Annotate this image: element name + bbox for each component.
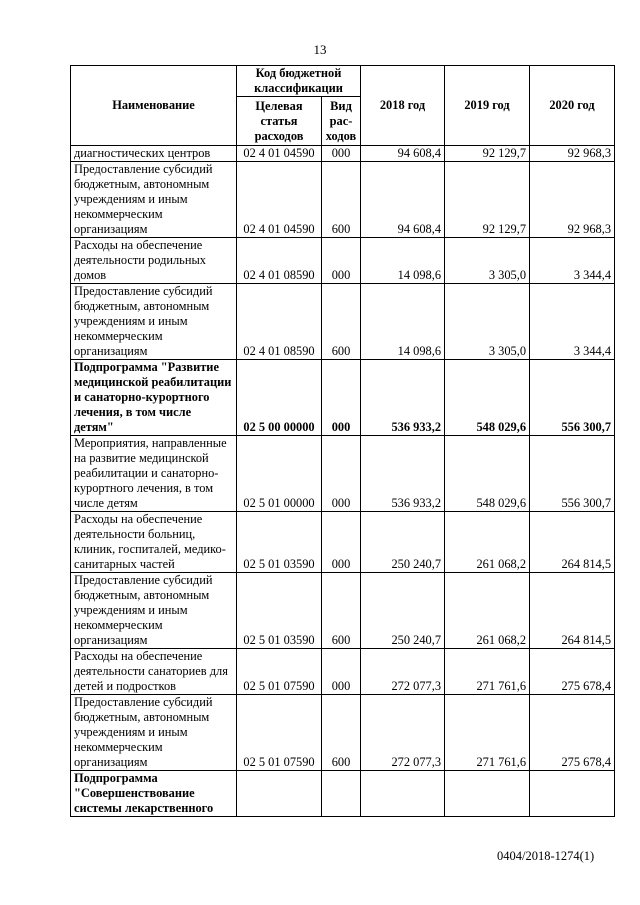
row-name: Предоставление субсидий бюджетным, автономным учреждениям и иным некоммерческим организациям (71, 695, 237, 771)
row-value-2019: 261 068,2 (445, 512, 530, 573)
row-target-code: 02 4 01 04590 (237, 162, 322, 238)
table-row (71, 695, 615, 771)
row-expense-kind: 000 (322, 146, 361, 162)
table-row (71, 573, 615, 649)
row-value-2018: 536 933,2 (361, 436, 445, 512)
row-value-2019: 271 761,6 (445, 695, 530, 771)
row-expense-kind: 600 (322, 284, 361, 360)
row-name: диагностических центров (71, 146, 237, 162)
row-value-2018: 94 608,4 (361, 162, 445, 238)
row-expense-kind (322, 771, 361, 817)
row-target-code: 02 5 01 03590 (237, 573, 322, 649)
row-value-2018: 536 933,2 (361, 360, 445, 436)
header-name: Наименование (71, 66, 237, 146)
row-name: Предоставление субсидий бюджетным, автономным учреждениям и иным некоммерческим организациям (71, 573, 237, 649)
row-name: Мероприятия, направленные на развитие медицинской реабилитации и санаторно-курортного лечения, в том числе детям (71, 436, 237, 512)
page-number: 13 (313, 42, 327, 57)
row-value-2018: 14 098,6 (361, 284, 445, 360)
row-value-2019: 92 129,7 (445, 146, 530, 162)
table-row (71, 512, 615, 573)
table-row (71, 436, 615, 512)
row-target-code: 02 5 01 07590 (237, 649, 322, 695)
row-target-code: 02 4 01 08590 (237, 238, 322, 284)
row-expense-kind: 600 (322, 695, 361, 771)
row-expense-kind: 000 (322, 512, 361, 573)
row-target-code: 02 4 01 04590 (237, 146, 322, 162)
row-name: Предоставление субсидий бюджетным, автономным учреждениям и иным некоммерческим организациям (71, 162, 237, 238)
row-value-2019: 3 305,0 (445, 284, 530, 360)
row-value-2019: 3 305,0 (445, 238, 530, 284)
row-name: Расходы на обеспечение деятельности родильных домов (71, 238, 237, 284)
row-expense-kind: 000 (322, 238, 361, 284)
row-value-2019: 271 761,6 (445, 649, 530, 695)
header-2020: 2020 год (530, 66, 615, 146)
row-value-2020: 556 300,7 (530, 436, 615, 512)
row-expense-kind: 600 (322, 162, 361, 238)
row-value-2018: 272 077,3 (361, 695, 445, 771)
row-name: Подпрограмма "Развитие медицинской реабилитации и санаторно-курортного лечения, в том числе детям" (71, 360, 237, 436)
row-value-2020: 92 968,3 (530, 162, 615, 238)
row-name: Предоставление субсидий бюджетным, автономным учреждениям и иным некоммерческим организациям (71, 284, 237, 360)
row-value-2020: 264 814,5 (530, 512, 615, 573)
row-value-2018: 94 608,4 (361, 146, 445, 162)
row-value-2019: 92 129,7 (445, 162, 530, 238)
row-expense-kind: 600 (322, 573, 361, 649)
row-value-2020 (530, 771, 615, 817)
row-target-code: 02 5 01 00000 (237, 436, 322, 512)
row-expense-kind: 000 (322, 649, 361, 695)
row-target-code (237, 771, 322, 817)
header-expense-kind: Вид рас-ходов (322, 97, 361, 146)
row-value-2020: 556 300,7 (530, 360, 615, 436)
row-value-2018 (361, 771, 445, 817)
budget-table (70, 65, 615, 817)
table-row (71, 146, 615, 162)
row-value-2020: 3 344,4 (530, 238, 615, 284)
row-value-2020: 264 814,5 (530, 573, 615, 649)
row-value-2019: 548 029,6 (445, 436, 530, 512)
row-value-2019: 261 068,2 (445, 573, 530, 649)
table-row (71, 360, 615, 436)
table-row (71, 649, 615, 695)
row-name: Расходы на обеспечение деятельности больниц, клиник, госпиталей, медико-санитарных частей (71, 512, 237, 573)
row-value-2020: 275 678,4 (530, 695, 615, 771)
row-value-2019: 548 029,6 (445, 360, 530, 436)
row-value-2019 (445, 771, 530, 817)
header-2018: 2018 год (361, 66, 445, 146)
row-target-code: 02 5 01 03590 (237, 512, 322, 573)
row-value-2018: 250 240,7 (361, 573, 445, 649)
row-target-code: 02 5 01 07590 (237, 695, 322, 771)
row-expense-kind: 000 (322, 436, 361, 512)
header-target-article: Целевая статья расходов (237, 97, 322, 146)
row-target-code: 02 5 00 00000 (237, 360, 322, 436)
row-value-2020: 3 344,4 (530, 284, 615, 360)
row-value-2018: 272 077,3 (361, 649, 445, 695)
table-row (71, 771, 615, 817)
row-name: Подпрограмма "Совершенствование системы лекарственного (71, 771, 237, 817)
table-header-row (71, 66, 615, 97)
row-value-2020: 275 678,4 (530, 649, 615, 695)
table-row (71, 238, 615, 284)
row-expense-kind: 000 (322, 360, 361, 436)
row-value-2018: 14 098,6 (361, 238, 445, 284)
row-name: Расходы на обеспечение деятельности санаториев для детей и подростков (71, 649, 237, 695)
table-body (71, 146, 615, 817)
header-2019: 2019 год (445, 66, 530, 146)
document-number: 0404/2018-1274(1) (497, 849, 595, 863)
table-row (71, 284, 615, 360)
table-row (71, 162, 615, 238)
header-code-group: Код бюджетной классификации (237, 66, 361, 97)
row-value-2020: 92 968,3 (530, 146, 615, 162)
row-target-code: 02 4 01 08590 (237, 284, 322, 360)
row-value-2018: 250 240,7 (361, 512, 445, 573)
